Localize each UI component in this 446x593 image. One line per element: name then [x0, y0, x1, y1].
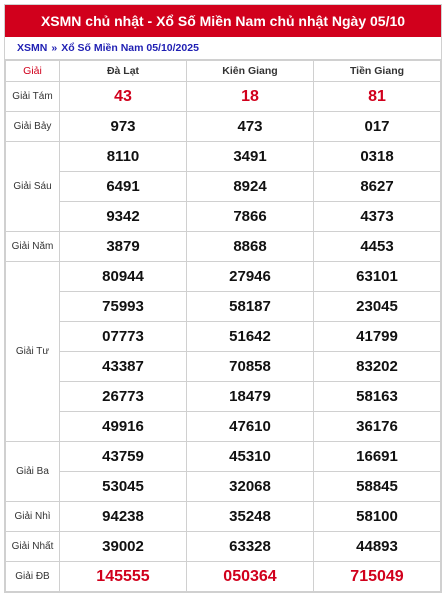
result-number: 43	[60, 82, 187, 112]
result-number: 80944	[60, 262, 187, 292]
prize-column-header: Giải	[6, 61, 60, 82]
result-number: 49916	[60, 412, 187, 442]
result-number: 39002	[60, 532, 187, 562]
table-row	[6, 262, 441, 292]
table-row	[6, 472, 441, 502]
table-row	[6, 82, 441, 112]
result-number: 75993	[60, 292, 187, 322]
result-number: 94238	[60, 502, 187, 532]
table-row	[6, 232, 441, 262]
breadcrumb	[5, 37, 441, 60]
breadcrumb-separator: »	[51, 42, 58, 54]
result-number: 58100	[314, 502, 441, 532]
result-number: 8924	[187, 172, 314, 202]
result-number: 63328	[187, 532, 314, 562]
table-row	[6, 202, 441, 232]
results-table	[5, 60, 441, 592]
table-row	[6, 172, 441, 202]
result-number: 07773	[60, 322, 187, 352]
table-row	[6, 352, 441, 382]
prize-label: Giải Nhất	[6, 532, 60, 562]
result-number: 43387	[60, 352, 187, 382]
table-row	[6, 322, 441, 352]
table-row	[6, 532, 441, 562]
result-number: 6491	[60, 172, 187, 202]
result-number: 715049	[314, 562, 441, 592]
prize-label: Giải Tư	[6, 262, 60, 442]
result-number: 18479	[187, 382, 314, 412]
result-number: 23045	[314, 292, 441, 322]
table-row	[6, 442, 441, 472]
table-header-row	[6, 61, 441, 82]
result-number: 4453	[314, 232, 441, 262]
result-number: 973	[60, 112, 187, 142]
province-header[interactable]: Tiền Giang	[314, 61, 441, 82]
province-header[interactable]: Đà Lạt	[60, 61, 187, 82]
prize-label: Giải Nhì	[6, 502, 60, 532]
result-number: 32068	[187, 472, 314, 502]
result-number: 70858	[187, 352, 314, 382]
result-number: 26773	[60, 382, 187, 412]
result-number: 58187	[187, 292, 314, 322]
result-number: 16691	[314, 442, 441, 472]
table-row	[6, 112, 441, 142]
prize-label: Giải ĐB	[6, 562, 60, 592]
result-number: 9342	[60, 202, 187, 232]
result-number: 3491	[187, 142, 314, 172]
result-number: 43759	[60, 442, 187, 472]
prize-label: Giải Sáu	[6, 142, 60, 232]
result-number: 050364	[187, 562, 314, 592]
prize-label: Giải Tám	[6, 82, 60, 112]
table-row	[6, 292, 441, 322]
result-number: 4373	[314, 202, 441, 232]
result-number: 8868	[187, 232, 314, 262]
result-number: 81	[314, 82, 441, 112]
result-number: 36176	[314, 412, 441, 442]
result-number: 18	[187, 82, 314, 112]
breadcrumb-current-link[interactable]: Xổ Số Miền Nam 05/10/2025	[61, 42, 199, 54]
table-row	[6, 412, 441, 442]
result-number: 8110	[60, 142, 187, 172]
result-number: 53045	[60, 472, 187, 502]
province-header[interactable]: Kiên Giang	[187, 61, 314, 82]
breadcrumb-home-link[interactable]: XSMN	[17, 42, 48, 54]
result-number: 145555	[60, 562, 187, 592]
result-number: 7866	[187, 202, 314, 232]
results-panel	[4, 4, 442, 593]
table-row	[6, 562, 441, 592]
result-number: 0318	[314, 142, 441, 172]
prize-label: Giải Bảy	[6, 112, 60, 142]
result-number: 41799	[314, 322, 441, 352]
result-number: 8627	[314, 172, 441, 202]
result-number: 51642	[187, 322, 314, 352]
result-number: 3879	[60, 232, 187, 262]
result-number: 63101	[314, 262, 441, 292]
result-number: 27946	[187, 262, 314, 292]
page-title: XSMN chủ nhật - Xổ Số Miền Nam chủ nhật Ngày 05/10	[5, 5, 441, 37]
table-row	[6, 382, 441, 412]
result-number: 473	[187, 112, 314, 142]
result-number: 45310	[187, 442, 314, 472]
result-number: 017	[314, 112, 441, 142]
table-row	[6, 502, 441, 532]
result-number: 58163	[314, 382, 441, 412]
result-number: 83202	[314, 352, 441, 382]
result-number: 47610	[187, 412, 314, 442]
prize-label: Giải Năm	[6, 232, 60, 262]
table-row	[6, 142, 441, 172]
prize-label: Giải Ba	[6, 442, 60, 502]
result-number: 58845	[314, 472, 441, 502]
result-number: 35248	[187, 502, 314, 532]
result-number: 44893	[314, 532, 441, 562]
